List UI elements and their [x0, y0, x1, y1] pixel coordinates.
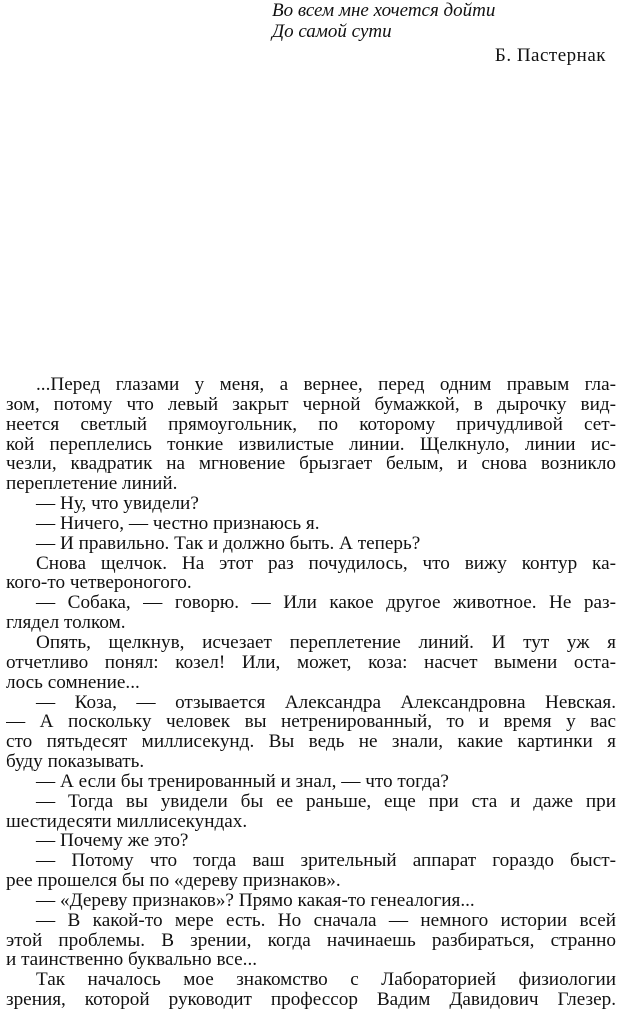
- text-line: шестидесяти миллисекундах.: [6, 811, 248, 832]
- text-line: — В какой-то мере есть. Но сначала — немного истории всей: [36, 910, 616, 931]
- text-line: Опять, щелкнув, исчезает переплетение линий. И тут уж я: [36, 632, 616, 653]
- text-line: отчетливо понял: козел! Или, может, коза: насчет вымени оста-: [6, 652, 616, 673]
- text-line: переплетение линий.: [6, 474, 178, 495]
- text-line: — Ничего, — честно признаюсь я.: [36, 513, 320, 534]
- text-line: рее прошелся бы по «дереву признаков».: [6, 871, 341, 891]
- text-line: — А если бы тренированный и знал, — что тогда?: [36, 771, 449, 792]
- text-line: Так началось мое знакомство с Лабораторией физиологии: [36, 970, 616, 991]
- text-line: этой проблемы. В зрении, когда начинаешь разбираться, странно: [6, 930, 616, 951]
- epigraph-author: Б. Пастернак: [494, 45, 606, 66]
- text-line: — И правильно. Так и должно быть. А теперь?: [36, 533, 421, 554]
- text-line: — Коза, — отзывается Александра Александровна Невская.: [36, 692, 616, 713]
- text-line: чезли, квадратик на мгновение брызгает белым, и снова возникло: [6, 454, 616, 475]
- text-line: Снова щелчок. На этот раз почудилось, что вижу контур ка-: [36, 553, 616, 574]
- text-line: кой переплелись тонкие извилистые линии. Щелкнуло, линии ис-: [6, 434, 616, 455]
- text-line: и таинственно буквально все...: [6, 950, 258, 971]
- text-line: сто пятьдесят миллисекунд. Вы ведь не знали, какие картинки я: [6, 732, 616, 753]
- text-line: буду показывать.: [6, 752, 145, 772]
- text-line: — Тогда вы увидели бы ее раньше, еще при ста и даже при: [36, 791, 616, 812]
- text-line: — «Дереву признаков»? Прямо какая-то генеалогия...: [36, 890, 475, 911]
- epigraph-verse-line-2: До самой сути: [272, 21, 392, 42]
- epigraph-verse-line-1: Во всем мне хочется дойти: [272, 0, 496, 21]
- text-line: неется светлый прямоугольник, по которому причудливой сет-: [6, 414, 616, 435]
- text-line: — А поскольку человек вы нетренированный, то и время у вас: [6, 712, 616, 733]
- text-line: — Почему же это?: [36, 831, 189, 852]
- text-line: — Собака, — говорю. — Или какое другое животное. Не раз-: [36, 593, 616, 614]
- body-text: [6, 375, 616, 1010]
- epigraph: [272, 0, 612, 66]
- text-line: — Потому что тогда ваш зрительный аппарат гораздо быст-: [36, 851, 616, 872]
- text-line: кого-то четвероногого.: [6, 573, 192, 594]
- text-line: ...Перед глазами у меня, а вернее, перед одним правым гла-: [36, 375, 616, 395]
- text-line: — Ну, что увидели?: [36, 494, 199, 514]
- text-line: лось сомнение...: [6, 672, 140, 693]
- text-line: глядел толком.: [6, 613, 126, 633]
- text-line: зом, потому что левый закрыт черной бумажкой, в дырочку вид-: [6, 394, 616, 415]
- text-line: зрения, которой руководит профессор Вадим Давидович Глезер.: [6, 990, 616, 1010]
